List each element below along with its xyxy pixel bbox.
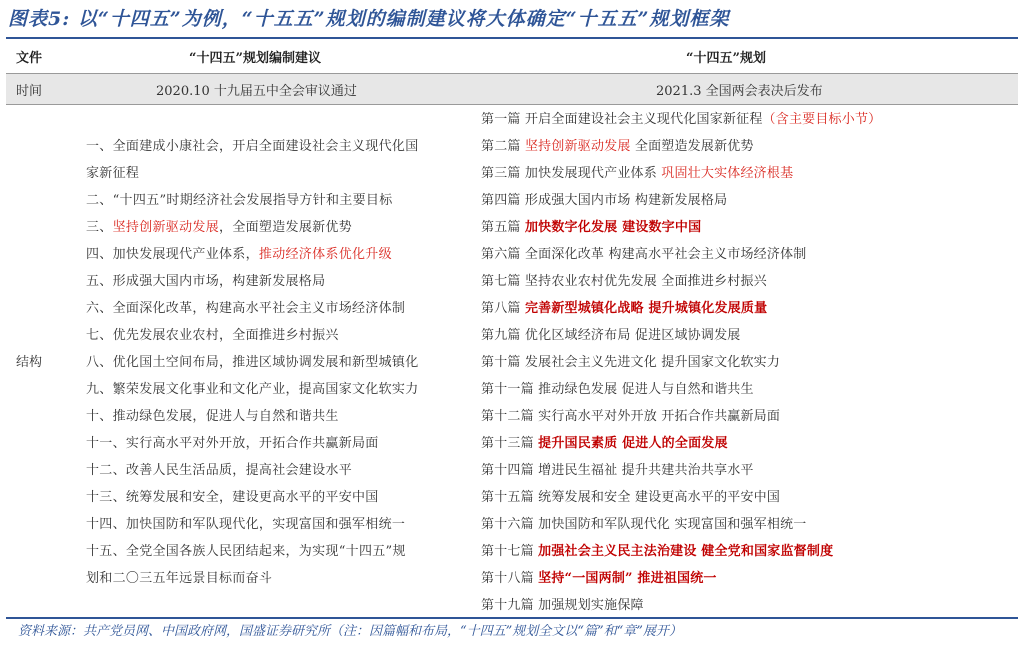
item-text: 十三、统筹发展和安全，建设更高水平的平安中国 <box>86 490 379 505</box>
item-text: 八、优化国土空间布局，推进区域协调发展和新型城镇化 <box>86 355 419 370</box>
suggestion-item <box>86 241 466 268</box>
suggestion-item <box>86 457 466 484</box>
plan-date: 2021.3 全国两会表决后发布 <box>656 84 823 99</box>
suggestion-item <box>86 484 466 511</box>
time-label: 时间 <box>16 84 43 99</box>
plan-item <box>481 160 1021 187</box>
plan-item <box>481 592 1021 619</box>
highlighted-text: 提升国民素质 促进人的全面发展 <box>538 436 728 451</box>
plan-item <box>481 403 1021 430</box>
item-text: 第十四篇 增进民生福祉 提升共建共治共享水平 <box>481 463 754 478</box>
top-rule <box>6 37 1018 39</box>
time-row <box>6 73 1018 105</box>
item-text: 十四、加快国防和军队现代化，实现富国和强军相统一 <box>86 517 406 532</box>
item-text: 第十二篇 实行高水平对外开放 开拓合作共赢新局面 <box>481 409 781 424</box>
item-text: 第七篇 坚持农业农村优先发展 全面推进乡村振兴 <box>481 274 767 289</box>
highlighted-text: 推动经济体系优化升级 <box>258 247 392 262</box>
highlighted-text: 加强社会主义民主法治建设 健全党和国家监督制度 <box>538 544 834 559</box>
suggestion-item <box>86 295 466 322</box>
header-suggestion: “十四五”规划编制建议 <box>189 51 321 66</box>
plan-item <box>481 538 1021 565</box>
plan-item <box>481 430 1021 457</box>
item-text: 全面塑造发展新优势 <box>630 139 754 154</box>
plan-item <box>481 565 1021 592</box>
highlighted-text: 坚持“一国两制” 推进祖国统一 <box>538 571 717 586</box>
structure-label: 结构 <box>16 355 43 370</box>
source-note: 资料来源：共产党员网、中国政府网，国盛证券研究所（注：因篇幅和布局，“十四五”规划全文以“篇”和“章”展开） <box>18 624 682 639</box>
suggestion-item <box>86 214 466 241</box>
item-text: 十五、全党全国各族人民团结起来，为实现“十四五”规 <box>86 544 406 559</box>
suggestion-item <box>86 376 466 403</box>
figure-title: 图表5: 以“十四五”为例，“十五五”规划的编制建议将大体确定“十五五”规划框架 <box>8 8 730 30</box>
item-text: 第十六篇 加快国防和军队现代化 实现富国和强军相统一 <box>481 517 807 532</box>
item-text: 第十一篇 推动绿色发展 促进人与自然和谐共生 <box>481 382 754 397</box>
item-text: 四、加快发展现代产业体系， <box>86 247 259 262</box>
suggestion-item <box>86 349 466 376</box>
plan-item <box>481 241 1021 268</box>
plan-item <box>481 295 1021 322</box>
item-text: 第三篇 加快发展现代产业体系 <box>481 166 662 181</box>
plan-structure-list <box>481 106 1021 619</box>
plan-item <box>481 187 1021 214</box>
item-text: 十二、改善人民生活品质，提高社会建设水平 <box>86 463 353 478</box>
highlighted-text: 完善新型城镇化战略 提升城镇化发展质量 <box>524 301 768 316</box>
suggestion-item <box>86 322 466 349</box>
item-text: 七、优先发展农业农村，全面推进乡村振兴 <box>86 328 339 343</box>
plan-item <box>481 349 1021 376</box>
highlighted-text: 加快数字化发展 建设数字中国 <box>524 220 702 235</box>
suggestion-item <box>86 511 466 538</box>
suggestion-item <box>86 268 466 295</box>
highlighted-text: （含主要目标小节） <box>762 112 882 127</box>
item-text: 十一、实行高水平对外开放，开拓合作共赢新局面 <box>86 436 379 451</box>
highlighted-text: 巩固壮大实体经济根基 <box>661 166 794 181</box>
table-header-row <box>6 40 1018 72</box>
item-text: 划和二〇三五年远景目标而奋斗 <box>86 571 273 586</box>
plan-item <box>481 457 1021 484</box>
plan-item <box>481 484 1021 511</box>
item-text: 第十篇 发展社会主义先进文化 提升国家文化软实力 <box>481 355 781 370</box>
plan-item <box>481 214 1021 241</box>
suggestion-item <box>86 538 466 565</box>
plan-item <box>481 268 1021 295</box>
item-text: 第九篇 优化区域经济布局 促进区域协调发展 <box>481 328 741 343</box>
item-text: 二、“十四五”时期经济社会发展指导方针和主要目标 <box>86 193 393 208</box>
item-text: 一、全面建成小康社会，开启全面建设社会主义现代化国 <box>86 139 419 154</box>
item-text: 第十八篇 <box>481 571 539 586</box>
suggestion-item <box>86 133 466 160</box>
highlighted-text: 坚持创新驱动发展 <box>112 220 220 235</box>
suggestion-item <box>86 187 466 214</box>
suggestion-date: 2020.10 十九届五中全会审议通过 <box>156 84 357 99</box>
item-text: 九、繁荣发展文化事业和文化产业，提高国家文化软实力 <box>86 382 419 397</box>
bottom-rule <box>6 617 1018 619</box>
suggestion-item <box>86 160 466 187</box>
highlighted-text: 坚持创新驱动发展 <box>524 139 631 154</box>
item-text: 十、推动绿色发展，促进人与自然和谐共生 <box>86 409 339 424</box>
item-text: 三、 <box>86 220 113 235</box>
plan-item <box>481 322 1021 349</box>
suggestion-structure-list <box>86 133 466 592</box>
header-document: 文件 <box>16 51 43 66</box>
plan-item <box>481 376 1021 403</box>
suggestion-item <box>86 403 466 430</box>
item-text: 第二篇 <box>481 139 525 154</box>
item-text: ，全面塑造发展新优势 <box>219 220 353 235</box>
plan-item <box>481 511 1021 538</box>
plan-item <box>481 106 1021 133</box>
item-text: 第五篇 <box>481 220 525 235</box>
item-text: 第八篇 <box>481 301 525 316</box>
suggestion-item <box>86 430 466 457</box>
item-text: 第六篇 全面深化改革 构建高水平社会主义市场经济体制 <box>481 247 807 262</box>
item-text: 第十三篇 <box>481 436 539 451</box>
plan-item <box>481 133 1021 160</box>
item-text: 第十五篇 统筹发展和安全 建设更高水平的平安中国 <box>481 490 781 505</box>
item-text: 六、全面深化改革，构建高水平社会主义市场经济体制 <box>86 301 406 316</box>
item-text: 第一篇 开启全面建设社会主义现代化国家新征程 <box>481 112 763 127</box>
item-text: 第四篇 形成强大国内市场 构建新发展格局 <box>481 193 728 208</box>
item-text: 家新征程 <box>86 166 140 181</box>
header-plan: “十四五”规划 <box>686 51 766 66</box>
suggestion-item <box>86 565 466 592</box>
item-text: 五、形成强大国内市场，构建新发展格局 <box>86 274 326 289</box>
item-text: 第十七篇 <box>481 544 539 559</box>
item-text: 第十九篇 加强规划实施保障 <box>481 598 644 613</box>
